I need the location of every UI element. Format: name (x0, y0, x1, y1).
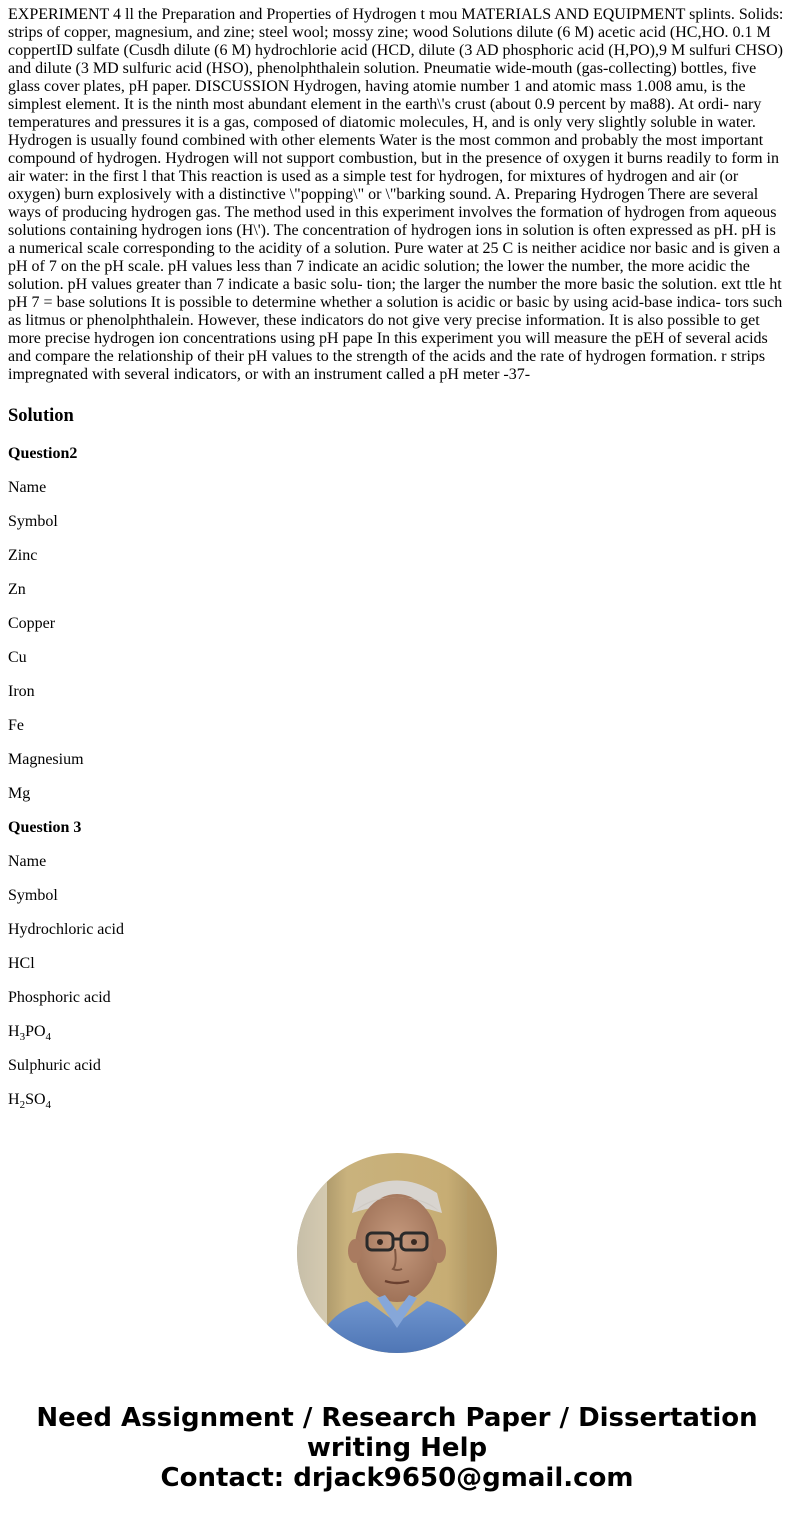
q3-line: Hydrochloric acid (8, 921, 124, 938)
promo-line-1: Need Assignment / Research Paper / Dissertation (36, 1403, 758, 1433)
q2-line: Magnesium (8, 751, 84, 768)
q3-line: Sulphuric acid (8, 1057, 101, 1074)
q2-line: Iron (8, 683, 35, 700)
formula-part: PO (25, 1023, 46, 1040)
q2-line: Zinc (8, 547, 38, 564)
q3-line: Phosphoric acid (8, 989, 111, 1006)
q2-line: Cu (8, 649, 27, 666)
question2-title: Question2 (8, 445, 78, 462)
q2-line: Zn (8, 581, 26, 598)
formula-subscript: 2 (19, 1099, 26, 1111)
formula-h2so4 (8, 1091, 786, 1109)
formula-part: SO (25, 1091, 46, 1108)
question3-title: Question 3 (8, 819, 82, 836)
solution-heading: Solution (8, 406, 74, 426)
q2-line: Mg (8, 785, 31, 802)
formula-subscript: 3 (19, 1031, 26, 1043)
q2-line: Name (8, 479, 47, 496)
promo-line-2: writing Help (306, 1433, 488, 1463)
q3-line: HCl (8, 955, 35, 972)
formula-subscript: 4 (45, 1031, 52, 1043)
q2-line: Fe (8, 717, 24, 734)
formula-subscript: 4 (45, 1099, 52, 1111)
formula-part: H (8, 1091, 20, 1108)
person-photo-icon (297, 1153, 497, 1353)
q2-line: Symbol (8, 513, 58, 530)
formula-part: H (8, 1023, 20, 1040)
avatar (297, 1153, 497, 1353)
promo-banner (0, 1403, 794, 1493)
formula-h3po4 (8, 1023, 786, 1041)
q2-line: Copper (8, 615, 56, 632)
question-text: EXPERIMENT 4 ll the Preparation and Properties of Hydrogen t mou MATERIALS AND EQUIPMENT splints. Solids: strips of copper, magnesium, and zine; steel wool; mossy zine; wood Solutions dilute (6 M) acetic acid (HC,HO. 0.1 M coppertID sulfate (Cusdh dilute (6 M) hydrochlorie acid (HCD, dilute (3 AD phosphoric acid (H,PO),9 M sulfuri CHSO) and dilute (3 MD sulfuric acid (HSO), phenolphthalein solution. Pneumatie wide-mouth (gas-collecting) bottles, five glass cover plates, pH paper. DISCUSSION Hydrogen, having atomie number 1 and atomic mass 1.008 amu, is the simplest element. It is the ninth most abundant element in the earth\'s crust (about 0.9 percent by ma88). At ordi- nary temperatures and pressures it is a gas, composed of diatomic molecules, H, and is only very slightly soluble in water. Hydrogen is usually found combined with other elements Water is the most common and probably the most important compound of hydrogen. Hydrogen will not support combustion, but in the presence of oxygen it burns readily to form in air water: in the first l that This reaction is used as a simple test for hydrogen, for mixtures of hydrogen and air (or oxygen) burn explosively with a distinctive \"popping\" or \"barking sound. A. Preparing Hydrogen There are several ways of producing hydrogen gas. The method used in this experiment involves the formation of hydrogen from aqueous solutions containing hydrogen ions (H\'). The concentration of hydrogen ions in solution is often expressed as pH. pH is a numerical scale corresponding to the acidity of a solution. Pure water at 25 C is neither acidice nor basic and is given a pH of 7 on the pH scale. pH values less than 7 indicate an acidic solution; the lower the number, the more acidic the solution. pH values greater than 7 indicate a basic solu- tion; the larger the number the more basic the solution. ext ttle ht pH 7 = base solutions It is possible to determine whether a solution is acidic or basic by using acid-base indica- tors such as litmus or phenolphthalein. However, these indicators do not give very precise information. It is also possible to get more precise hydrogen ion concentrations using pH pape In this experiment you will measure the pEH of several acids and compare the relationship of their pH values to the strength of the acids and the rate of hydrogen formation. r strips impregnated with several indicators, or with an instrument called a pH meter -37- (8, 6, 784, 383)
promo-contact: Contact: drjack9650@gmail.com (160, 1463, 634, 1493)
q3-line: Symbol (8, 887, 58, 904)
q3-line: Name (8, 853, 47, 870)
